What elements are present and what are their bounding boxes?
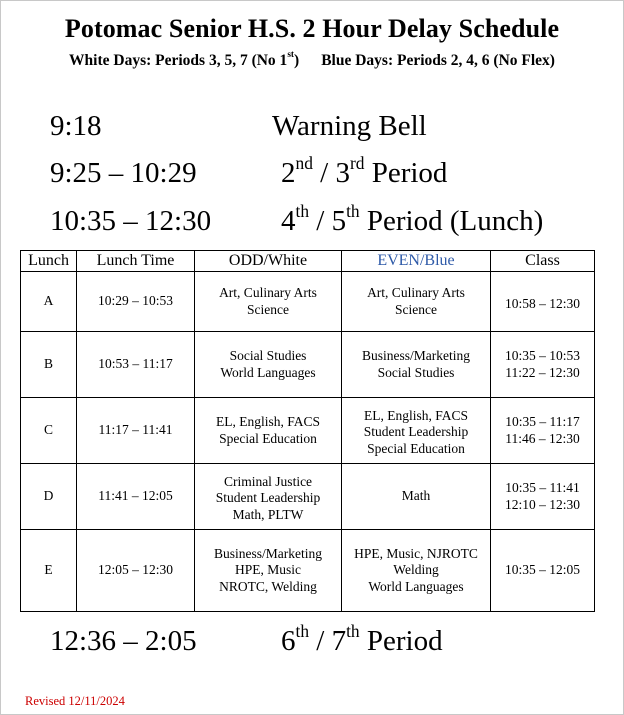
warning-bell-label: Warning Bell xyxy=(272,110,427,142)
period-2-3-label: 2nd / 3rd Period xyxy=(281,153,448,189)
lunch-time-cell: 11:41 – 12:05 xyxy=(77,464,195,530)
lunch-time-cell: 11:17 – 11:41 xyxy=(77,398,195,464)
lunch-time-cell: 12:05 – 12:30 xyxy=(77,530,195,612)
table-header-row xyxy=(21,251,595,272)
period-6-7-label: 6th / 7th Period xyxy=(281,621,443,657)
warning-bell-time: 9:18 xyxy=(50,110,102,142)
period-6-7-time: 12:36 – 2:05 xyxy=(50,625,197,657)
lunch-cell: B xyxy=(21,332,77,398)
class-cell: 10:58 – 12:30 xyxy=(491,272,595,332)
period-2-3-time: 9:25 – 10:29 xyxy=(50,157,197,189)
period-4-5-time: 10:35 – 12:30 xyxy=(50,205,212,237)
lunch-time-cell: 10:53 – 11:17 xyxy=(77,332,195,398)
blue-days-text: Blue Days: Periods 2, 4, 6 (No Flex) xyxy=(321,52,555,69)
header-lunch: Lunch xyxy=(21,251,77,272)
lunch-cell: D xyxy=(21,464,77,530)
day-legend xyxy=(0,49,624,70)
lunch-cell: C xyxy=(21,398,77,464)
odd-cell: Business/Marketing HPE, Music NROTC, Welding xyxy=(195,530,342,612)
lunch-cell: A xyxy=(21,272,77,332)
period-4-5-label: 4th / 5th Period (Lunch) xyxy=(281,201,544,237)
class-cell: 10:35 – 11:17 11:46 – 12:30 xyxy=(491,398,595,464)
odd-cell: Social Studies World Languages xyxy=(195,332,342,398)
class-cell: 10:35 – 10:53 11:22 – 12:30 xyxy=(491,332,595,398)
table-row xyxy=(21,530,595,612)
table-row xyxy=(21,464,595,530)
even-cell: Business/Marketing Social Studies xyxy=(342,332,491,398)
table-row xyxy=(21,332,595,398)
lunch-time-cell: 10:29 – 10:53 xyxy=(77,272,195,332)
even-cell: Art, Culinary Arts Science xyxy=(342,272,491,332)
even-cell: Math xyxy=(342,464,491,530)
lunch-cell: E xyxy=(21,530,77,612)
odd-cell: Art, Culinary Arts Science xyxy=(195,272,342,332)
table-row xyxy=(21,398,595,464)
header-class: Class xyxy=(491,251,595,272)
page-title: Potomac Senior H.S. 2 Hour Delay Schedule xyxy=(64,14,560,43)
white-days-text: White Days: Periods 3, 5, 7 (No 1st) xyxy=(69,49,300,69)
lunch-schedule-table xyxy=(20,250,595,612)
revised-date: Revised 12/11/2024 xyxy=(25,694,125,708)
header-odd-white: ODD/White xyxy=(195,251,342,272)
odd-cell: Criminal Justice Student Leadership Math, PLTW xyxy=(195,464,342,530)
table-row xyxy=(21,272,595,332)
odd-cell: EL, English, FACS Special Education xyxy=(195,398,342,464)
header-lunch-time: Lunch Time xyxy=(77,251,195,272)
class-cell: 10:35 – 12:05 xyxy=(491,530,595,612)
even-cell: HPE, Music, NJROTC Welding World Languages xyxy=(342,530,491,612)
header-even-blue: EVEN/Blue xyxy=(342,251,491,272)
even-cell: EL, English, FACS Student Leadership Special Education xyxy=(342,398,491,464)
class-cell: 10:35 – 11:41 12:10 – 12:30 xyxy=(491,464,595,530)
